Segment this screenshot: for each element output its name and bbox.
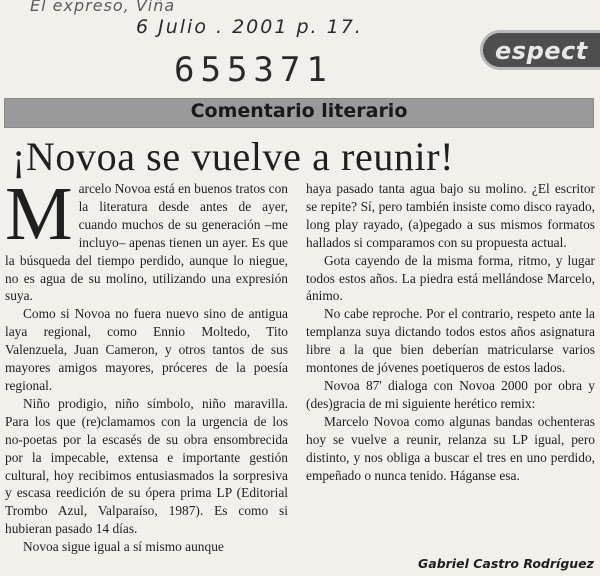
article-paragraph: Gota cayendo de la misma forma, ritmo, y lugar todos estos años. La piedra está mellándose Marcelo, ánimo. [306,252,595,304]
article-column-right [306,180,595,484]
section-tab [480,30,600,70]
handwritten-source-note: El expreso, Viña [30,0,176,15]
article-paragraph [5,172,288,305]
handwritten-date-note: 6 Julio . 2001 p. 17. [136,16,363,38]
article-paragraph: Niño prodigio, niño símbolo, niño maravilla. Para los que (re)clamamos con la urgencia de los no-poetas por la escasés de su obra ensombrecida por la impecable, extensa e importante gestión cultural, hoy recibimos entusiasmados la sorpresiva y escasa reedición de su ópera prima LP (Editorial Trombo Azul, Valparaíso, 1987). Es como si hubieran pasado 14 días. [5,395,288,537]
article-paragraph: Novoa 87' dialoga con Novoa 2000 por obra y (des)gracia de mi siguiente herético remix: [306,377,595,411]
article-byline: Gabriel Castro Rodríguez [418,556,594,571]
handwritten-catalog-number: 655371 [174,50,333,90]
article-paragraph: Novoa sigue igual a sí mismo aunque [23,539,224,555]
section-banner-label: Comentario literario [190,100,408,122]
article-paragraph: Marcelo Novoa como algunas bandas ochenteras hoy se vuelve a reunir, relanza su LP igual, pero distinto, y nos obliga a buscar el tres en uno perdido, empeñado o nunca tenido. Háganse esa. [306,413,595,483]
article-headline: ¡Novoa se vuelve a reunir! [12,134,455,179]
drop-cap: M [5,172,73,256]
section-tab-label: espect [495,37,588,65]
article-column-left [5,172,288,556]
article-paragraph: Como si Novoa no fuera nuevo sino de antigua laya regional, como Ennio Moltedo, Tito Valenzuela, Juan Cameron, y otros tantos de sus mayores amigos mayores, próceres de la poesía regional. [5,306,288,393]
section-banner [4,98,594,128]
article-paragraph: haya pasado tanta agua bajo su molino. ¿El escritor se repite? Sí, pero también insiste como disco rayado, long play rayado, (a)pegado a sus mismos formatos hallados si comparamos con su propuesta actual. [306,181,595,250]
article-paragraph: No cabe reproche. Por el contrario, respeto ante la templanza suya dictando todos estos años asignatura libre a la que bien deberían matricularse varios montones de jóvenes poetiqueros de estos lados. [306,306,595,376]
paragraph-text: arcelo Novoa está en buenos tratos con la literatura desde antes de ayer, cuando muchos de su generación –me incluyo– apenas tienen un ayer. Es que la búsqueda del tiempo perdido, aunque lo niegue, no es agua de su molino, utilizando una expresión suya. [5,181,288,304]
